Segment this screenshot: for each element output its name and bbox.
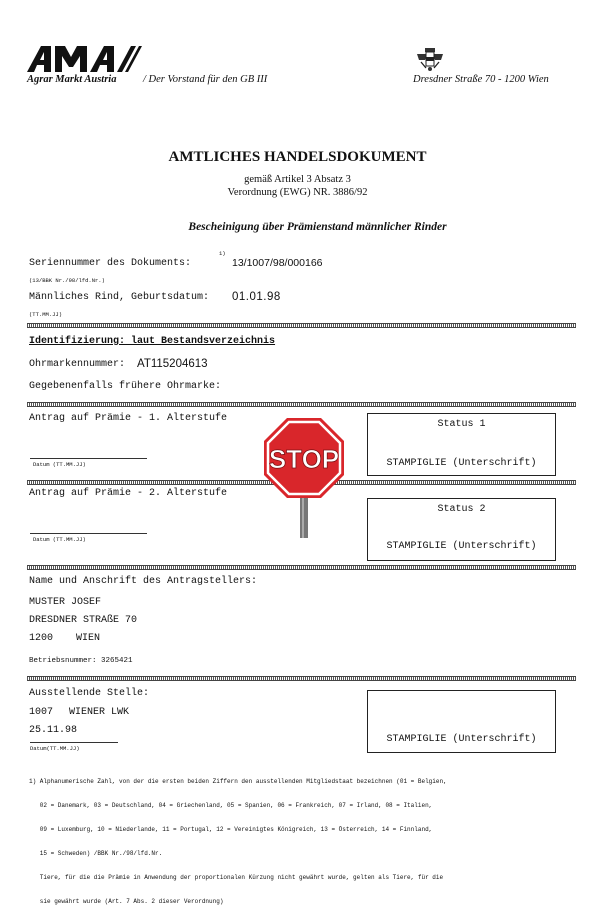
ear-tag-label: Ohrmarkennummer:: [29, 359, 126, 370]
title-line-2: Verordnung (EWG) NR. 3886/92: [227, 187, 368, 198]
birth-label: Männliches Rind, Geburtsdatum:: [29, 292, 210, 303]
applicant-name: MUSTER JOSEF: [29, 597, 102, 608]
status-2-title: Status 2: [437, 504, 486, 515]
separator: [27, 323, 576, 328]
footnote-line: 02 = Danemark, 03 = Deutschland, 04 = Griechenland, 05 = Spanien, 06 = Frankreich, 07 = Irland, 08 = Italien,: [29, 802, 433, 809]
footnote: [29, 762, 447, 914]
department: / Der Vorstand für den GB III: [143, 74, 268, 85]
title-line-1: gemäß Artikel 3 Absatz 3: [244, 174, 351, 185]
premium-2-label: Antrag auf Prämie - 2. Alterstufe: [29, 488, 228, 499]
status-1-stamp: STAMPIGLIE (Unterschrift): [386, 458, 537, 469]
issuer-stamp-box: [367, 690, 556, 753]
footnote-line: 09 = Luxemburg, 10 = Niederlande, 11 = Portugal, 12 = Vereinigtes Königreich, 13 = Österreich, 14 = Finnland,: [29, 826, 433, 833]
issuer-date-hint: Datum(TT.MM.JJ): [30, 745, 80, 752]
status-1-title: Status 1: [437, 419, 486, 430]
previous-ear-tag-label: Gegebenenfalls frühere Ohrmarke:: [29, 381, 222, 392]
issuer-heading: Ausstellende Stelle:: [29, 688, 150, 699]
premium-2-date-line: [30, 533, 147, 534]
separator: [27, 565, 576, 570]
separator: [27, 676, 576, 681]
birth-value: 01.01.98: [232, 291, 281, 303]
document-subtitle: Bescheinigung über Prämienstand männlicher Rinder: [188, 221, 447, 233]
document-title: AMTLICHES HANDELSDOKUMENT: [168, 149, 427, 165]
org-name: Agrar Markt Austria: [27, 74, 117, 85]
coat-of-arms-icon: [415, 48, 445, 72]
premium-1-date-hint: Datum (TT.MM.JJ): [33, 461, 86, 468]
separator: [27, 402, 576, 407]
serial-hint: (13/BBK Nr./98/lfd.Nr.): [29, 277, 105, 284]
applicant-street: DRESDNER STRAßE 70: [29, 615, 138, 626]
status-2-stamp: STAMPIGLIE (Unterschrift): [386, 541, 537, 552]
premium-2-date-hint: Datum (TT.MM.JJ): [33, 536, 86, 543]
footnote-line: 15 = Schweden) /BBK Nr./98/lfd.Nr.: [29, 850, 163, 857]
stop-sign-text: STOP: [268, 444, 340, 474]
issuer-code: 1007: [29, 707, 54, 718]
applicant-heading: Name und Anschrift des Antragstellers:: [29, 576, 258, 587]
applicant-zip: 1200: [29, 633, 54, 644]
applicant-city: WIEN: [76, 633, 101, 644]
ear-tag-value: AT115204613: [137, 358, 208, 370]
serial-label: Seriennummer des Dokuments:: [29, 258, 192, 269]
stop-sign-icon: [264, 418, 344, 538]
issuer-date: 25.11.98: [29, 725, 78, 736]
issuer-stamp: STAMPIGLIE (Unterschrift): [386, 734, 537, 745]
birth-hint: (TT.MM.JJ): [29, 311, 63, 318]
footnote-line: Tiere, für die die Prämie in Anwendung der proportionalen Kürzung nicht gewährt wurde, gelten als Tiere, für die: [29, 874, 444, 881]
footnote-line: 1) Alphanumerische Zahl, von der die ersten beiden Ziffern den ausstellenden Mitgliedstaat bezeichnen (01 = Belgien,: [29, 778, 447, 785]
ama-logo: [27, 45, 142, 73]
farm-number: Betriebsnummer: 3265421: [29, 657, 133, 665]
serial-value: 13/1007/98/000166: [232, 257, 323, 269]
issuer-name: WIENER LWK: [69, 707, 130, 718]
premium-1-label: Antrag auf Prämie - 1. Alterstufe: [29, 413, 228, 424]
premium-1-date-line: [30, 458, 147, 459]
footnote-line: sie gewährt wurde (Art. 7 Abs. 2 dieser Verordnung): [29, 898, 224, 905]
status-2-box: [367, 498, 556, 561]
address: Dresdner Straße 70 - 1200 Wien: [413, 74, 549, 85]
identification-heading: Identifizierung: laut Bestandsverzeichnis: [29, 336, 276, 347]
serial-footnote-ref: 1): [219, 250, 226, 257]
issuer-date-line: [30, 742, 118, 743]
status-1-box: [367, 413, 556, 476]
